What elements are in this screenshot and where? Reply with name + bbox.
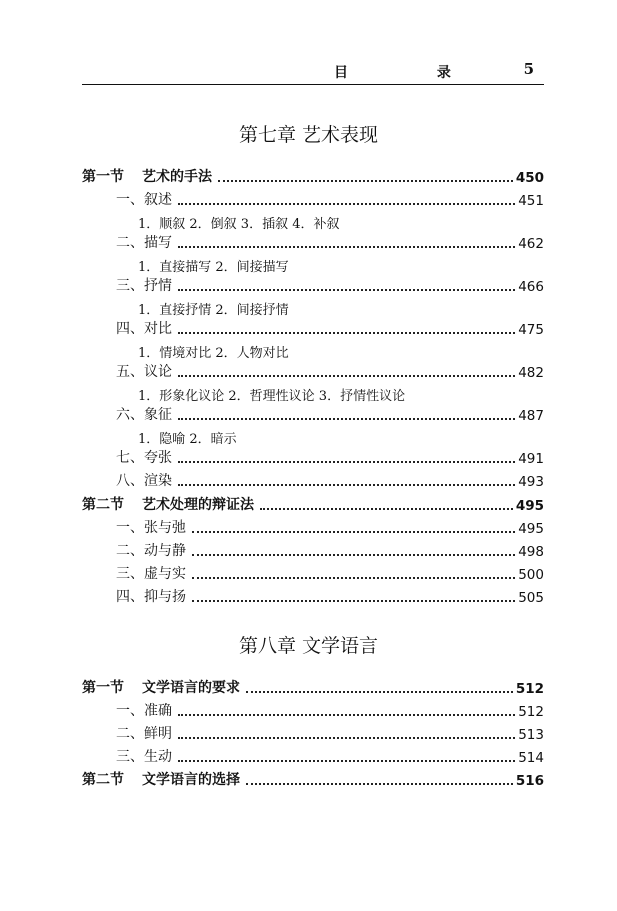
section-title: 文学语言的要求 xyxy=(142,680,240,696)
section-number: 第二节 xyxy=(82,772,124,788)
dot-leader xyxy=(178,374,515,377)
entry-label: 三、抒情 xyxy=(116,278,172,294)
dot-leader xyxy=(178,713,515,716)
chapter-7-title: 第七章 艺术表现 xyxy=(238,124,379,146)
entry-label: 一、张与弛 xyxy=(116,520,186,536)
entry-label: 四、抑与扬 xyxy=(116,589,186,605)
page-number: 475 xyxy=(518,322,544,338)
entry-label: 三、生动 xyxy=(116,749,172,765)
page-number: 505 xyxy=(518,590,544,606)
toc-section-8-2[interactable] xyxy=(82,769,544,789)
page-number: 466 xyxy=(518,279,544,295)
page-number: 451 xyxy=(518,193,544,209)
section-number: 第一节 xyxy=(82,169,124,185)
section-title: 艺术的手法 xyxy=(142,169,212,185)
entry-label: 一、准确 xyxy=(116,703,172,719)
toc-entry-vividness[interactable] xyxy=(116,723,544,743)
dot-leader xyxy=(178,759,515,762)
page-number: 493 xyxy=(518,474,544,490)
page-number: 491 xyxy=(518,451,544,467)
entry-subtopics: 1．直接描写 2．间接描写 xyxy=(138,260,289,275)
toc-entry-narration[interactable] xyxy=(116,189,544,209)
header-page-number: 5 xyxy=(523,60,534,78)
page-number: 500 xyxy=(518,567,544,583)
dot-leader xyxy=(246,782,513,785)
dot-leader xyxy=(192,553,515,556)
toc-entry-liveliness[interactable] xyxy=(116,746,544,766)
toc-section-8-1[interactable] xyxy=(82,677,544,697)
toc-section-7-2[interactable] xyxy=(82,494,544,514)
header-title: 目 录 xyxy=(334,65,493,81)
entry-label: 一、叙述 xyxy=(116,192,172,208)
page-number: 513 xyxy=(518,727,544,743)
dot-leader xyxy=(178,483,515,486)
entry-label: 五、议论 xyxy=(116,364,172,380)
page-number: 512 xyxy=(515,681,544,697)
page-number: 516 xyxy=(515,773,544,789)
entry-label: 八、渲染 xyxy=(116,473,172,489)
dot-leader xyxy=(218,179,513,182)
entry-subtopics: 1．顺叙 2．倒叙 3．插叙 4．补叙 xyxy=(138,217,340,232)
page-number: 512 xyxy=(518,704,544,720)
entry-label: 七、夸张 xyxy=(116,450,172,466)
page-number: 495 xyxy=(515,498,544,514)
entry-label: 二、描写 xyxy=(116,235,172,251)
dot-leader xyxy=(178,736,515,739)
toc-entry-lyricism[interactable] xyxy=(116,275,544,295)
entry-label: 六、象征 xyxy=(116,407,172,423)
dot-leader xyxy=(178,460,515,463)
toc-entry-argument[interactable] xyxy=(116,361,544,381)
entry-subtopics: 1．形象化议论 2．哲理性议论 3．抒情性议论 xyxy=(138,389,406,404)
section-number: 第二节 xyxy=(82,497,124,513)
page-number: 450 xyxy=(515,170,544,186)
section-title: 文学语言的选择 xyxy=(142,772,240,788)
page-number: 487 xyxy=(518,408,544,424)
toc-entry-motion-stillness[interactable] xyxy=(116,540,544,560)
dot-leader xyxy=(178,288,515,291)
dot-leader xyxy=(192,599,515,602)
toc-entry-description[interactable] xyxy=(116,232,544,252)
section-title: 艺术处理的辩证法 xyxy=(142,497,254,513)
running-header xyxy=(82,58,544,85)
page-number: 462 xyxy=(518,236,544,252)
toc-section-7-1[interactable] xyxy=(82,166,544,186)
toc-entry-suppress-elevate[interactable] xyxy=(116,586,544,606)
entry-subtopics: 1．直接抒情 2．间接抒情 xyxy=(138,303,289,318)
dot-leader xyxy=(246,690,513,693)
chapter-8-title: 第八章 文学语言 xyxy=(238,635,379,657)
entry-label: 三、虚与实 xyxy=(116,566,186,582)
dot-leader xyxy=(178,245,515,248)
toc-entry-symbolism[interactable] xyxy=(116,404,544,424)
entry-label: 二、鲜明 xyxy=(116,726,172,742)
toc-entry-contrast[interactable] xyxy=(116,318,544,338)
toc-entry-rendering[interactable] xyxy=(116,470,544,490)
toc-entry-tension-relaxation[interactable] xyxy=(116,517,544,537)
entry-subtopics: 1．情境对比 2．人物对比 xyxy=(138,346,289,361)
toc-entry-exaggeration[interactable] xyxy=(116,447,544,467)
dot-leader xyxy=(178,331,515,334)
section-number: 第一节 xyxy=(82,680,124,696)
page-number: 482 xyxy=(518,365,544,381)
page-number: 514 xyxy=(518,750,544,766)
dot-leader xyxy=(178,202,515,205)
dot-leader xyxy=(260,507,513,510)
toc-entry-virtual-real[interactable] xyxy=(116,563,544,583)
entry-label: 二、动与静 xyxy=(116,543,186,559)
page-number: 495 xyxy=(518,521,544,537)
entry-subtopics: 1．隐喻 2．暗示 xyxy=(138,432,237,447)
dot-leader xyxy=(178,417,515,420)
entry-label: 四、对比 xyxy=(116,321,172,337)
dot-leader xyxy=(192,576,515,579)
dot-leader xyxy=(192,530,515,533)
page-number: 498 xyxy=(518,544,544,560)
toc-entry-accuracy[interactable] xyxy=(116,700,544,720)
